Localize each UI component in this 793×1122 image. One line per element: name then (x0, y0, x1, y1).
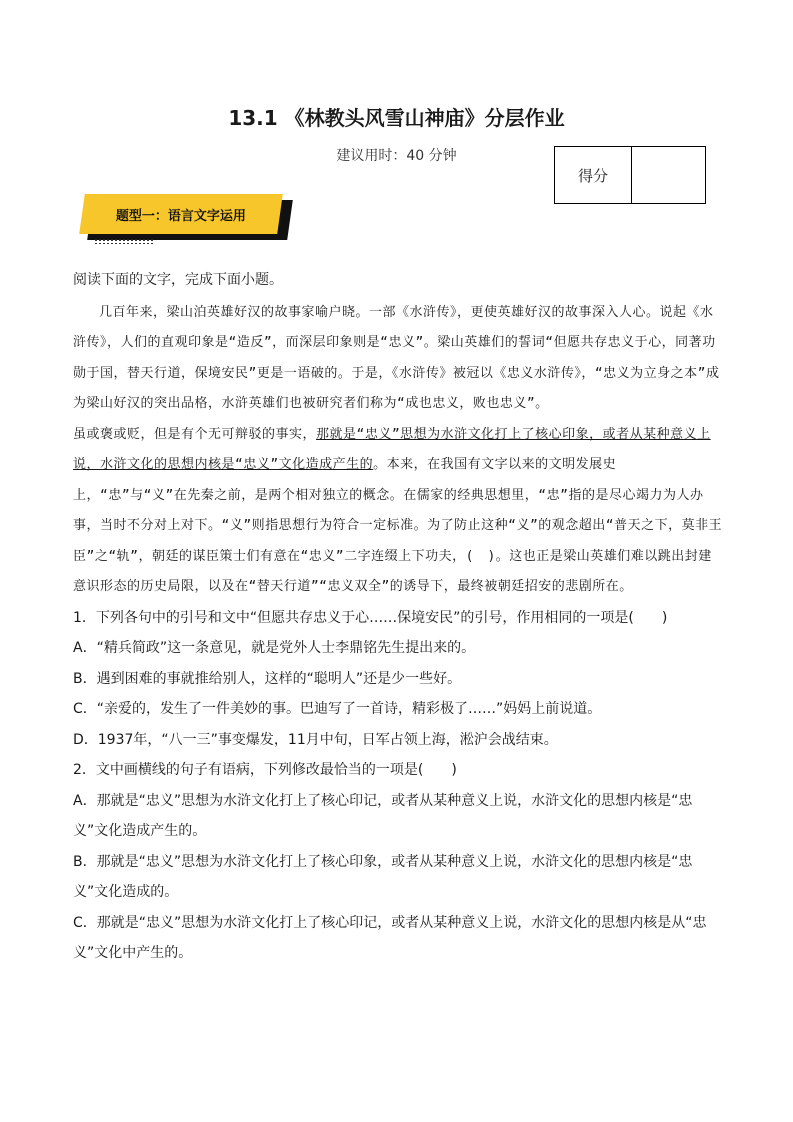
q2-option-a: A．那就是“忠义”思想为水浒文化打上了核心印记，或者从某种意义上说，水浒文化的思想内核是“忠义”文化造成产生的。 (73, 792, 693, 839)
score-box (554, 146, 706, 204)
suggested-time: 建议用时：40 分钟 (336, 148, 457, 164)
q1-option-b: B．遇到困难的事就推给别人，这样的“聪明人”还是少一些好。 (73, 670, 462, 687)
passage-paragraph-2 (73, 420, 723, 603)
q2-option-b: B．那就是“忠义”思想为水浒文化打上了核心印象，或者从某种意义上说，水浒文化的思想内核是“忠义”文化造成的。 (73, 853, 693, 900)
q1-option-a: A．“精兵简政”这一条意见，就是党外人士李鼎铭先生提出来的。 (73, 640, 476, 656)
section-label: 题型一：语言文字运用 (115, 208, 246, 224)
question-1: 1．下列各句中的引号和文中“但愿共存忠义于心……保境安民”的引号，作用相同的一项是( ) (73, 609, 668, 626)
passage-p2-pre: 虽或褒或贬，但是有个无可辩驳的事实， (73, 426, 317, 442)
q2-option-c: C．那就是“忠义”思想为水浒文化打上了核心印记，或者从某种意义上说，水浒文化的思想内核是从“忠义”文化中产生的。 (73, 914, 707, 961)
passage-p2-post: 。本来，在我国有文字以来的文明发展史上，“忠”与“义”在先秦之前，是两个相对独立的概念。在儒家的经典思想里，“忠”指的是尽心竭力为人办事，当时不分对上对下。“义”则指思想行为符合一定标准。为了防止这种“义”的观念超出“普天之下，莫非王臣”之“轨”，朝廷的谋臣策士们有意在“忠义”二字连缀上下功夫，( )。这也正是梁山英雄们难以跳出封建意识形态的历史局限，以及在“替天行道”“忠义双全”的诱导下，最终被朝廷招安的悲剧所在。 (73, 457, 723, 594)
score-label: 得分 (555, 147, 632, 203)
section-banner (82, 194, 292, 244)
q1-option-c: C．“亲爱的，发生了一件美妙的事。巴迪写了一首诗，精彩极了……”妈妈上前说道。 (73, 701, 602, 717)
underlined-sentence: 那就是“忠义”思想为水浒文化打上了核心印象，或者从某种意义上说，水浒文化的思想内核是“忠义”文化造成产生的 (73, 426, 711, 472)
q1-option-d: D．1937年，“八一三”事变爆发，11月中旬，日军占领上海，淞沪会战结束。 (73, 731, 558, 748)
passage-paragraph-1: 几百年来，梁山泊英雄好汉的故事家喻户晓。一部《水浒传》，更使英雄好汉的故事深入人心。说起《水浒传》，人们的直观印象是“造反”，而深层印象则是“忠义”。梁山英雄们的誓词“但愿共存忠义于心，同著功勋于国，替天行道，保境安民”更是一语破的。于是，《水浒传》被冠以《忠义水浒传》，“忠义为立身之本”成为梁山好汉的突出品格，水浒英雄们也被研究者们称为“成也忠义，败也忠义”。 (73, 304, 720, 411)
banner-dots-decoration (94, 238, 154, 244)
banner-body (79, 194, 283, 234)
question-2: 2．文中画横线的句子有语病，下列修改最恰当的一项是( ) (73, 762, 457, 778)
reading-instruction: 阅读下面的文字，完成下面小题。 (73, 272, 283, 288)
document-body (73, 265, 723, 969)
page-title: 13.1 《林教头风雪山神庙》分层作业 (228, 106, 565, 130)
score-value-cell (632, 147, 705, 203)
